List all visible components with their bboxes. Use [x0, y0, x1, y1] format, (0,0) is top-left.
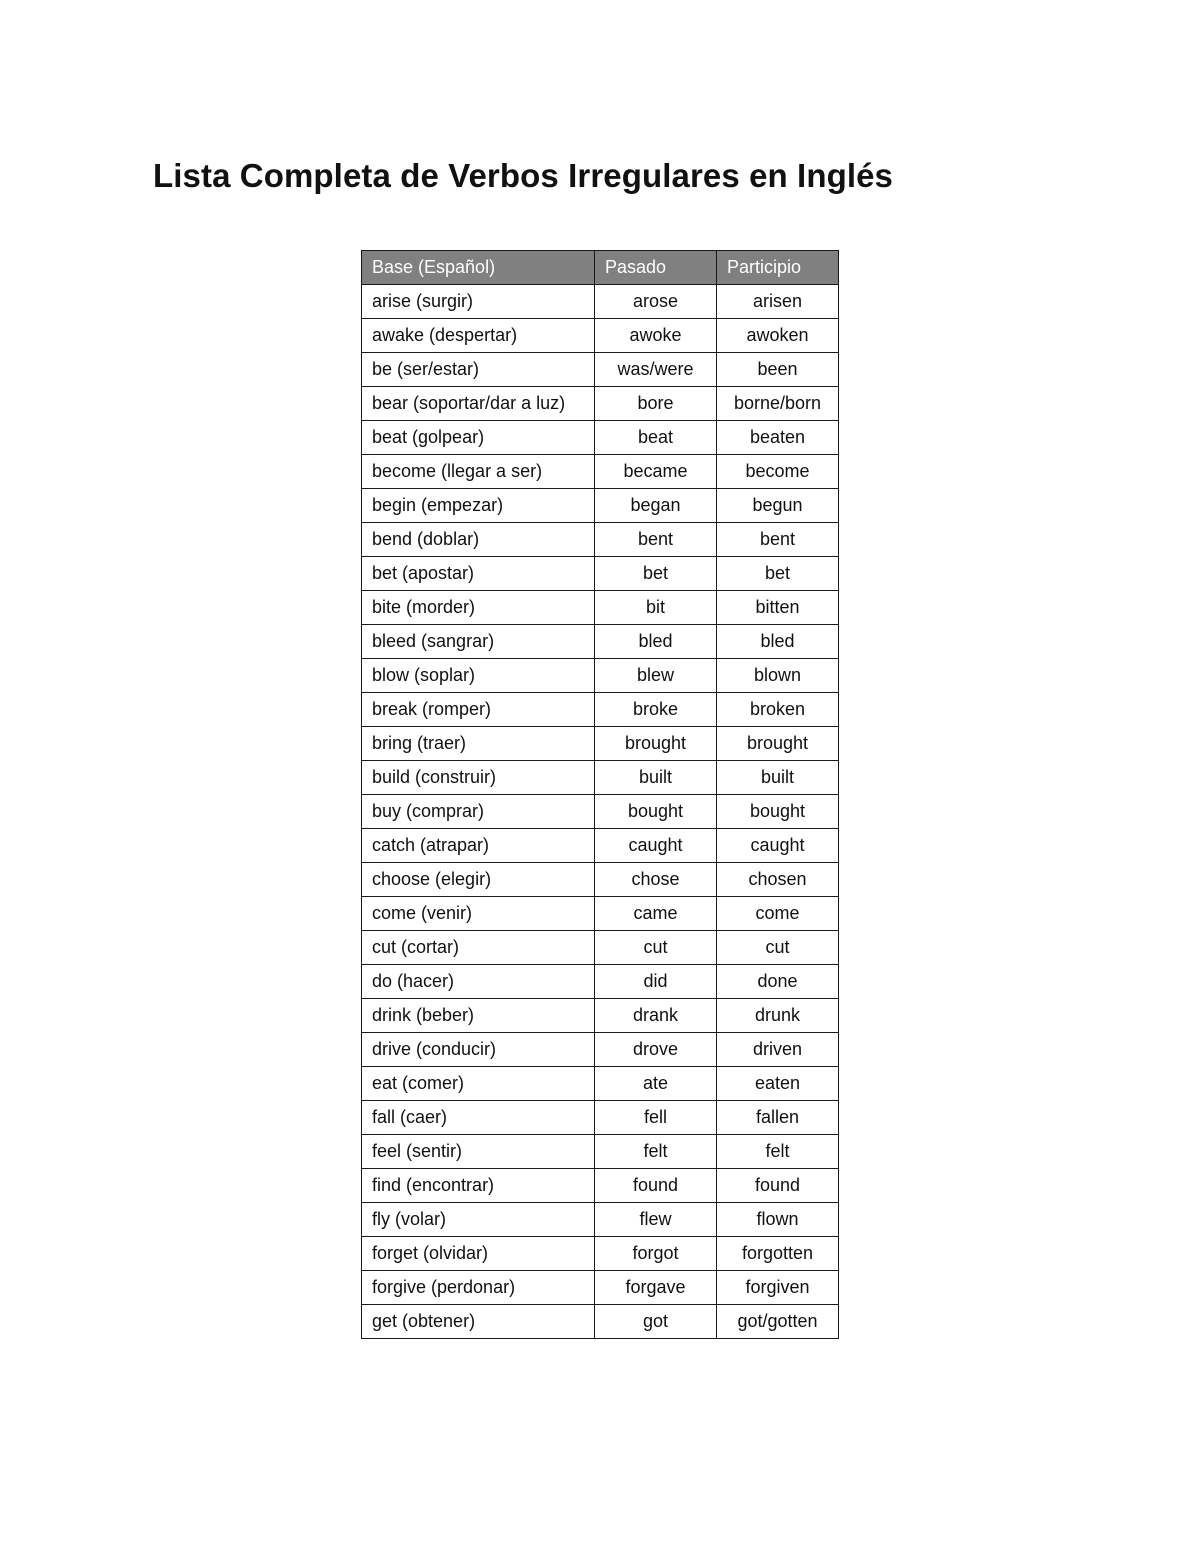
table-row	[362, 1203, 839, 1237]
table-row	[362, 931, 839, 965]
table-row	[362, 693, 839, 727]
cell-base: forgive (perdonar)	[362, 1271, 595, 1305]
table-row	[362, 591, 839, 625]
cell-base: blow (soplar)	[362, 659, 595, 693]
cell-participle: eaten	[717, 1067, 839, 1101]
table-row	[362, 863, 839, 897]
cell-past: arose	[595, 285, 717, 319]
table-row	[362, 1305, 839, 1339]
cell-participle: forgiven	[717, 1271, 839, 1305]
cell-past: cut	[595, 931, 717, 965]
cell-base: come (venir)	[362, 897, 595, 931]
cell-base: catch (atrapar)	[362, 829, 595, 863]
cell-participle: felt	[717, 1135, 839, 1169]
cell-past: awoke	[595, 319, 717, 353]
table-row	[362, 659, 839, 693]
cell-base: bend (doblar)	[362, 523, 595, 557]
cell-past: felt	[595, 1135, 717, 1169]
table-row	[362, 523, 839, 557]
cell-base: feel (sentir)	[362, 1135, 595, 1169]
cell-participle: chosen	[717, 863, 839, 897]
cell-past: did	[595, 965, 717, 999]
cell-base: buy (comprar)	[362, 795, 595, 829]
cell-participle: bet	[717, 557, 839, 591]
cell-past: bit	[595, 591, 717, 625]
cell-participle: bitten	[717, 591, 839, 625]
table-row	[362, 999, 839, 1033]
cell-participle: brought	[717, 727, 839, 761]
table-row	[362, 625, 839, 659]
cell-base: break (romper)	[362, 693, 595, 727]
cell-base: arise (surgir)	[362, 285, 595, 319]
cell-past: brought	[595, 727, 717, 761]
cell-base: awake (despertar)	[362, 319, 595, 353]
cell-base: drive (conducir)	[362, 1033, 595, 1067]
column-header-participle: Participio	[717, 251, 839, 285]
cell-participle: begun	[717, 489, 839, 523]
cell-participle: caught	[717, 829, 839, 863]
cell-past: beat	[595, 421, 717, 455]
cell-past: blew	[595, 659, 717, 693]
cell-participle: bent	[717, 523, 839, 557]
cell-past: found	[595, 1169, 717, 1203]
cell-participle: awoken	[717, 319, 839, 353]
cell-participle: broken	[717, 693, 839, 727]
cell-participle: drunk	[717, 999, 839, 1033]
cell-base: be (ser/estar)	[362, 353, 595, 387]
cell-base: bleed (sangrar)	[362, 625, 595, 659]
cell-base: cut (cortar)	[362, 931, 595, 965]
cell-past: bent	[595, 523, 717, 557]
cell-past: bet	[595, 557, 717, 591]
table-row	[362, 1101, 839, 1135]
table-row	[362, 421, 839, 455]
table-row	[362, 1135, 839, 1169]
cell-past: bled	[595, 625, 717, 659]
table-row	[362, 727, 839, 761]
cell-participle: blown	[717, 659, 839, 693]
cell-base: do (hacer)	[362, 965, 595, 999]
irregular-verbs-table	[361, 250, 839, 1339]
cell-past: forgave	[595, 1271, 717, 1305]
cell-participle: found	[717, 1169, 839, 1203]
column-header-base: Base (Español)	[362, 251, 595, 285]
cell-past: began	[595, 489, 717, 523]
table-row	[362, 1271, 839, 1305]
cell-past: bought	[595, 795, 717, 829]
cell-base: bet (apostar)	[362, 557, 595, 591]
cell-base: get (obtener)	[362, 1305, 595, 1339]
cell-participle: borne/born	[717, 387, 839, 421]
column-header-past: Pasado	[595, 251, 717, 285]
table-row	[362, 761, 839, 795]
cell-participle: fallen	[717, 1101, 839, 1135]
table-row	[362, 319, 839, 353]
cell-past: drove	[595, 1033, 717, 1067]
cell-past: ate	[595, 1067, 717, 1101]
cell-past: forgot	[595, 1237, 717, 1271]
cell-base: fall (caer)	[362, 1101, 595, 1135]
cell-base: eat (comer)	[362, 1067, 595, 1101]
cell-past: was/were	[595, 353, 717, 387]
cell-base: find (encontrar)	[362, 1169, 595, 1203]
cell-participle: cut	[717, 931, 839, 965]
cell-past: became	[595, 455, 717, 489]
table-row	[362, 829, 839, 863]
table-row	[362, 1067, 839, 1101]
cell-base: become (llegar a ser)	[362, 455, 595, 489]
cell-participle: got/gotten	[717, 1305, 839, 1339]
cell-participle: built	[717, 761, 839, 795]
table-row	[362, 897, 839, 931]
cell-past: drank	[595, 999, 717, 1033]
table-row	[362, 387, 839, 421]
table-row	[362, 795, 839, 829]
cell-past: flew	[595, 1203, 717, 1237]
cell-participle: come	[717, 897, 839, 931]
cell-participle: bought	[717, 795, 839, 829]
cell-base: fly (volar)	[362, 1203, 595, 1237]
cell-participle: become	[717, 455, 839, 489]
cell-participle: beaten	[717, 421, 839, 455]
cell-past: caught	[595, 829, 717, 863]
table-header-row	[362, 251, 839, 285]
table-body	[362, 285, 839, 1339]
cell-past: got	[595, 1305, 717, 1339]
cell-base: build (construir)	[362, 761, 595, 795]
table-row	[362, 965, 839, 999]
cell-base: drink (beber)	[362, 999, 595, 1033]
cell-participle: forgotten	[717, 1237, 839, 1271]
cell-base: begin (empezar)	[362, 489, 595, 523]
cell-participle: arisen	[717, 285, 839, 319]
cell-past: built	[595, 761, 717, 795]
table-row	[362, 353, 839, 387]
table-row	[362, 455, 839, 489]
cell-base: choose (elegir)	[362, 863, 595, 897]
cell-past: chose	[595, 863, 717, 897]
cell-base: bear (soportar/dar a luz)	[362, 387, 595, 421]
table-row	[362, 1237, 839, 1271]
cell-participle: driven	[717, 1033, 839, 1067]
cell-base: bite (morder)	[362, 591, 595, 625]
cell-base: forget (olvidar)	[362, 1237, 595, 1271]
table-row	[362, 557, 839, 591]
table-row	[362, 489, 839, 523]
cell-participle: been	[717, 353, 839, 387]
page-title: Lista Completa de Verbos Irregulares en Inglés	[153, 157, 894, 194]
cell-participle: done	[717, 965, 839, 999]
table-row	[362, 1033, 839, 1067]
table-row	[362, 285, 839, 319]
cell-past: broke	[595, 693, 717, 727]
cell-past: came	[595, 897, 717, 931]
cell-base: beat (golpear)	[362, 421, 595, 455]
cell-participle: flown	[717, 1203, 839, 1237]
cell-participle: bled	[717, 625, 839, 659]
cell-past: fell	[595, 1101, 717, 1135]
cell-base: bring (traer)	[362, 727, 595, 761]
cell-past: bore	[595, 387, 717, 421]
table-row	[362, 1169, 839, 1203]
